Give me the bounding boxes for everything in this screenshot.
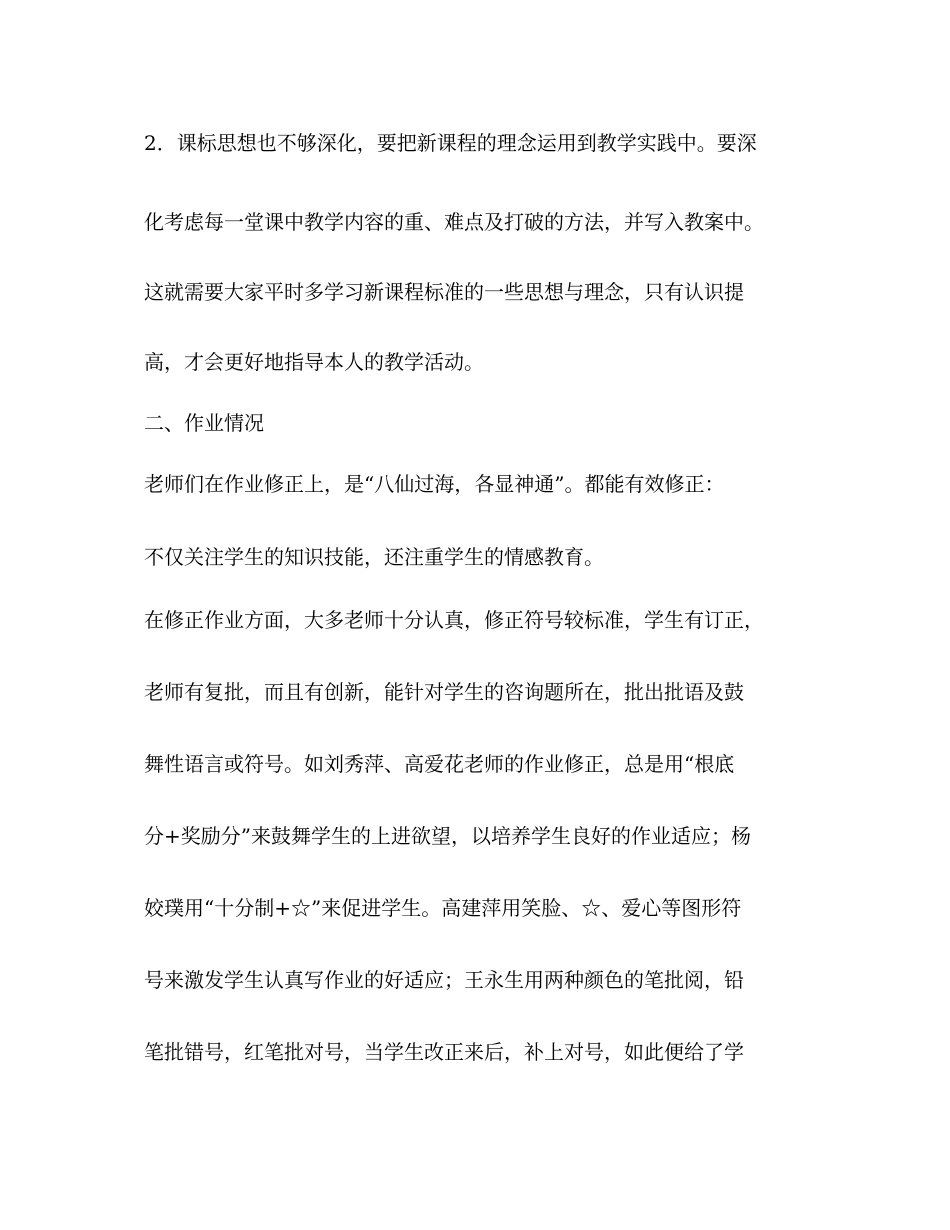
text-line: 在修正作业方面，大多老师十分认真，修正符号较标准，学生有订正， [144,608,764,632]
text-line: 化考虑每一堂课中教学内容的重、难点及打破的方法，并写入教案中。 [144,210,764,234]
text-line: 不仅关注学生的知识技能，还注重学生的情感教育。 [144,545,604,569]
text-line: 号来激发学生认真写作业的好适应；王永生用两种颜色的笔批阅，铅 [144,968,744,992]
text-line: 姣璞用“十分制+☆”来促进学生。高建萍用笑脸、☆、爱心等图形符 [144,896,742,920]
section-heading: 二、作业情况 [144,411,264,435]
text-line: 老师们在作业修正上，是“八仙过海，各显神通”。都能有效修正： [144,472,725,496]
text-line: 老师有复批，而且有创新，能针对学生的咨询题所在，批出批语及鼓 [144,680,744,704]
text-line: 舞性语言或符号。如刘秀萍、高爱花老师的作业修正，总是用“根底 [144,752,735,776]
text-line: 高，才会更好地指导本人的教学活动。 [144,350,484,374]
text-line: 这就需要大家平时多学习新课程标准的一些思想与理念，只有认识提 [144,280,744,304]
text-line: 分+奖励分”来鼓舞学生的上进欲望，以培养学生良好的作业适应；杨 [144,824,751,848]
text-line: 笔批错号，红笔批对号，当学生改正来后，补上对号，如此便给了学 [144,1040,744,1064]
text-line: 2．课标思想也不够深化，要把新课程的理念运用到教学实践中。要深 [144,131,757,155]
